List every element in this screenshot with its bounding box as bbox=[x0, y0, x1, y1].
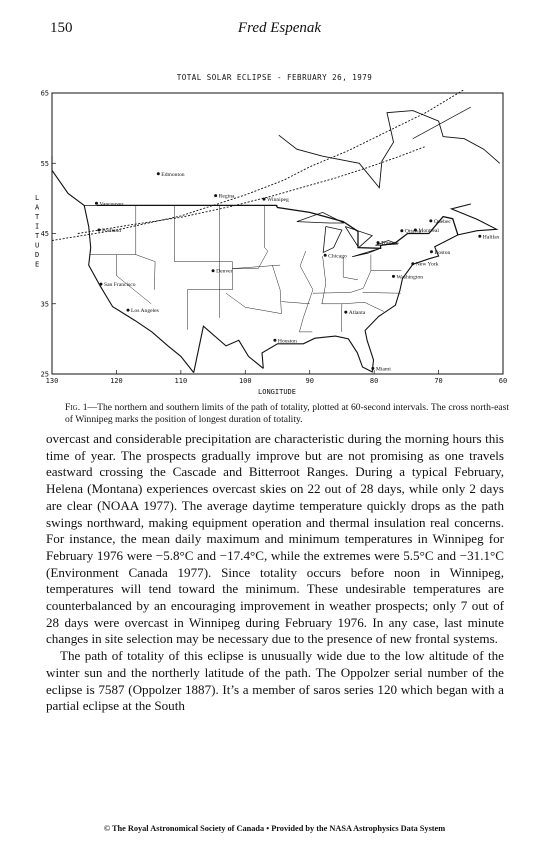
city-dot bbox=[212, 269, 215, 272]
caption-label: Fig. 1 bbox=[65, 402, 88, 413]
page-number: 150 bbox=[50, 20, 73, 36]
city-label: Ottawa bbox=[404, 228, 422, 235]
y-axis-letter: A bbox=[35, 203, 40, 212]
city-dot bbox=[392, 275, 395, 278]
city-label: Halifax bbox=[482, 234, 500, 241]
city-label: Montreal bbox=[418, 227, 439, 234]
great-lake bbox=[345, 227, 372, 248]
city-label: Denver bbox=[216, 268, 233, 275]
y-tick-label: 65 bbox=[40, 89, 49, 98]
city-dot bbox=[411, 262, 414, 265]
coastline bbox=[84, 205, 194, 372]
city-label: Quebec bbox=[433, 218, 451, 225]
city-label: Portland bbox=[102, 227, 122, 234]
totality-limits bbox=[52, 90, 471, 241]
state-boundary bbox=[136, 255, 155, 290]
city-label: Boston bbox=[434, 249, 451, 256]
basemap-outlines bbox=[52, 111, 500, 373]
x-tick-label: 100 bbox=[238, 377, 252, 385]
coastline bbox=[52, 156, 84, 205]
totality-limit-line bbox=[78, 146, 426, 233]
city-label: Houston bbox=[277, 338, 297, 345]
page-footer: © The Royal Astronomical Society of Canada • Provided by the NASA Astrophysics Data System bbox=[103, 824, 446, 833]
y-tick-label: 25 bbox=[40, 370, 49, 379]
y-axis-letter: T bbox=[35, 232, 40, 240]
state-boundary bbox=[174, 205, 232, 329]
state-boundary bbox=[363, 293, 401, 294]
coastline bbox=[262, 204, 497, 372]
city-dot bbox=[273, 339, 276, 342]
body-text bbox=[46, 431, 504, 715]
city-dot bbox=[127, 309, 130, 312]
city-label: Atlanta bbox=[348, 310, 366, 317]
great-lake bbox=[297, 212, 344, 223]
city-label: New York bbox=[415, 261, 439, 268]
totality-limit-line bbox=[52, 90, 464, 241]
city-dot bbox=[371, 367, 374, 370]
city-dot bbox=[400, 229, 403, 232]
x-tick-label: 80 bbox=[369, 377, 379, 385]
hudson-bay-coast bbox=[279, 111, 500, 188]
city-dot bbox=[99, 283, 102, 286]
city-dot bbox=[478, 235, 481, 238]
running-head-author: Fred Espenak bbox=[237, 20, 322, 36]
y-tick-label: 35 bbox=[40, 300, 49, 309]
city-label: Winnipeg bbox=[266, 197, 289, 204]
city-dot bbox=[377, 241, 380, 244]
paragraph-1: overcast and considerable precipitation are characteristic during the morning hours this time of year. The prospects gradually improve but are not promising as one travels eastward crossing the Cascade and Bitterroot Ranges. During a typical February, Helena (Montana) experiences overcast skies on 22 out of 28 days, while only 2 days are clear (NOAA 1977). The average daytime temperature quickly drops as the path swings northward, making equipment operation and thermal insulation real concerns. For instance, the mean daily maximum and minimum temperatures in Winnipeg for February 1976 were −5.8°C and −17.4°C, while the extremes were 5.5°C and −31.1°C (Environment Canada 1977). Since totality occurs before noon in Winnipeg, temperatures will tend toward the minimum. These undesirable temperatures are counterbalanced by an encouraging improvement in weather prospects; only 7 out of 28 days were overcast in Winnipeg during February 1976. In any case, last minute changes in site selection may be necessary due to the presence of new frontal systems. bbox=[46, 431, 504, 647]
figure-title: TOTAL SOLAR ECLIPSE - FEBRUARY 26, 1979 bbox=[176, 73, 373, 82]
y-axis-label bbox=[35, 194, 40, 269]
state-boundary bbox=[299, 251, 313, 332]
figure-caption bbox=[65, 402, 509, 425]
y-axis-letter: D bbox=[35, 251, 40, 259]
city-label: San Francisco bbox=[103, 282, 136, 289]
state-boundary bbox=[343, 257, 358, 280]
x-tick-label: 130 bbox=[45, 377, 59, 385]
us-canada-border bbox=[97, 205, 458, 248]
eclipse-map-figure bbox=[0, 0, 549, 400]
city-label: Toronto bbox=[381, 240, 399, 247]
city-dot bbox=[324, 254, 327, 257]
city-label: Edmonton bbox=[161, 171, 185, 178]
state-boundary bbox=[281, 302, 309, 304]
state-boundary bbox=[322, 256, 326, 304]
x-axis-label: LONGITUDE bbox=[258, 388, 296, 396]
city-label: Chicago bbox=[328, 253, 347, 260]
city-dot bbox=[157, 172, 160, 175]
great-lake bbox=[323, 227, 342, 253]
x-tick-label: 60 bbox=[498, 377, 508, 385]
city-label: Vancouver bbox=[99, 201, 124, 208]
city-label: Los Angeles bbox=[131, 308, 159, 315]
caption-text: —The northern and southern limits of the path of totality, plotted at 60-second intervals. The cross north-east of Winnipeg marks the position of longest duration of totality. bbox=[65, 402, 509, 425]
y-axis-letter: T bbox=[35, 213, 40, 221]
city-label: Miami bbox=[375, 366, 391, 373]
x-tick-label: 70 bbox=[434, 377, 443, 385]
great-lake bbox=[352, 248, 380, 256]
city-dot bbox=[262, 198, 265, 201]
city-dot bbox=[429, 219, 432, 222]
city-dot bbox=[98, 228, 101, 231]
x-tick-label: 110 bbox=[174, 377, 188, 385]
x-tick-label: 90 bbox=[305, 377, 314, 385]
city-markers bbox=[95, 172, 500, 373]
state-boundary bbox=[226, 265, 281, 314]
city-dot bbox=[214, 194, 217, 197]
city-dot bbox=[344, 311, 347, 314]
state-boundary bbox=[371, 255, 401, 271]
y-tick-label: 55 bbox=[40, 159, 49, 168]
paragraph-2: The path of totality of this eclipse is unusually wide due to the low altitude of the winter sun and the northerly latitude of the path. The Oppolzer serial number of the eclipse is 7587 (Oppolzer 1887). It’s a member of saros series 120 which began with a partial eclipse at the South bbox=[46, 648, 504, 714]
y-axis-letter: E bbox=[35, 260, 40, 269]
y-axis-letter: U bbox=[35, 241, 40, 250]
y-axis-letter: I bbox=[35, 222, 40, 231]
y-tick-label: 45 bbox=[40, 230, 49, 238]
x-tick-label: 120 bbox=[110, 377, 123, 385]
totality-limit-line bbox=[413, 107, 471, 139]
city-label: Regina bbox=[218, 193, 235, 200]
coastline bbox=[194, 326, 264, 372]
state-boundary bbox=[313, 271, 371, 294]
city-dot bbox=[430, 250, 433, 253]
y-axis-letter: L bbox=[35, 194, 40, 202]
state-boundary bbox=[116, 255, 151, 304]
city-label: Washington bbox=[396, 274, 424, 281]
state-boundary bbox=[341, 304, 342, 332]
city-dot bbox=[95, 202, 98, 205]
state-boundary bbox=[232, 205, 267, 268]
